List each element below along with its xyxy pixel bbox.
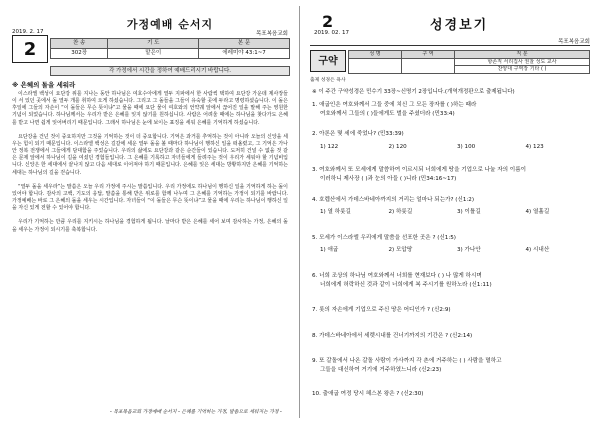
handwritten-signature: - 목포복음교회 가정예배 순서지 - 은혜를 기억하는 가정, 말씀으로 세워지는 가정 - (110, 410, 282, 415)
old-testament-label: 구약 (310, 50, 346, 72)
question-10 (312, 390, 594, 399)
question-text: 10. 출애굽 여정 당시 헤스본 왕은 ? (신2:30) (312, 391, 424, 397)
header-district: 구 역 (402, 51, 455, 59)
issue-number: 2 (12, 35, 48, 63)
header-scripture: 본 문 (199, 39, 290, 49)
answer-option[interactable]: 4) 열흘길 (525, 208, 550, 215)
answer-option[interactable]: 3) 가나안 (457, 246, 481, 253)
answer-option[interactable]: 3) 이틀길 (457, 208, 481, 215)
question-text: 4. 호렙산에서 가데스바네아까지의 거리는 얼마나 되는가? (신1:2) (312, 197, 475, 203)
participant-info-table (348, 50, 590, 74)
question-4 (312, 196, 594, 216)
header-position: 직 분 (455, 51, 590, 59)
answer-option[interactable]: 2) 120 (388, 143, 407, 150)
bible-quiz-column (300, 0, 600, 424)
question-6 (312, 272, 594, 289)
answer-options (312, 143, 594, 152)
question-8 (312, 332, 594, 341)
sermon-paragraph: 요단강을 건넌 것이 중요하지만 그것을 기억하는 것이 더 중요합니다. 기억은 과거를 추억하는 것이 아니라 오늘의 신앙을 세우는 힘이 되기 때문입니다. 이스라엘 백성은 길갈에 세운 열두 돌을 볼 때마다 하나님이 행하신 일을 떠올렸고, 그 기억은 가나안 정복 전쟁에서 그들에게 담대함을 주었습니다. 우리의 삶에도 요단강과 같은 순간들이 있습니다. 도저히 건널 수 없을 것 같은 문제 앞에서 하나님이 길을 여셨던 경험들입니다. 그 은혜를 기록하고 자녀들에게 들려주는 것이 우리가 세워야 할 기념비입니다. 신앙은 한 세대에서 끝나지 않고 다음 세대로 이어져야 하기 때문입니다. 은혜를 잊은 세대는 방황하지만 은혜를 기억하는 세대는 하나님의 길을 걷습니다. (12, 133, 288, 176)
question-9 (312, 357, 594, 374)
answer-option[interactable]: 3) 100 (457, 143, 476, 150)
answer-option[interactable]: 2) 하룻길 (388, 208, 413, 215)
answer-option[interactable]: 2) 모압땅 (388, 246, 413, 253)
worship-date: 2019. 2. 17 (12, 29, 44, 35)
answer-option[interactable]: 4) 시내산 (525, 246, 550, 253)
quiz-church-name: 목포복음교회 (558, 39, 590, 45)
answer-options (312, 246, 594, 255)
quiz-title: 성경보기 (430, 18, 489, 33)
answer-option[interactable]: 4) 123 (525, 143, 544, 150)
quiz-intro: ※ 이 주간 구약성경은 민수기 33장~신명기 2장입니다.(개역개정판으로 출제됩니다) (312, 89, 515, 95)
quiz-date: 2019. 02. 17 (314, 30, 349, 36)
hymn-number: 302장 (51, 49, 108, 59)
question-1 (312, 101, 594, 118)
answer-option[interactable]: 1) 열 하룻길 (320, 208, 351, 215)
worship-note: 각 가정에서 시간을 정하여 예배드리시기 바랍니다. (50, 66, 290, 76)
district-field[interactable] (402, 58, 455, 73)
quiz-sublabel: 출제 성경은 욕사 (310, 78, 346, 83)
answer-option[interactable]: 1) 122 (320, 143, 339, 150)
position-options[interactable]: 항존직 서리집사 권찰 성도 교사 (455, 58, 590, 66)
worship-order-table (50, 38, 290, 59)
question-text: 9. 또 갈돌에서 나온 갈돌 사람이 가사까지 각 촌에 거주하는 ( ) 사람을 멸하고 (312, 358, 502, 364)
page-title: 가정예배 순서지 (126, 18, 214, 31)
question-text: 2. 아론은 몇 세에 죽었나? (민33:39) (312, 131, 404, 137)
position-options-extra[interactable]: 찬양대 구역장 기타 ( ) (455, 66, 590, 74)
question-text: 7. 롯의 자손에게 기업으로 주신 땅은 어디인가 ? (신2:9) (312, 307, 451, 313)
header-hymn: 찬 송 (51, 39, 108, 49)
question-text-continued: 이러하니 제사장 ( )과 눈의 아들 ( )니라 (민34:16~17) (320, 175, 457, 182)
sermon-paragraph: 우리가 기억하는 만큼 우리를 지키시는 하나님을 경험하게 됩니다. 날마다 받은 은혜를 세어 보며 감사하는 가정, 은혜의 돌을 세우는 가정이 되시기를 축복합니다. (12, 219, 288, 233)
question-text-continued: 여호와께서 그들의 ( )들에게도 벌을 주셨더라 (민33:4) (320, 110, 455, 117)
header-rule (310, 45, 590, 46)
question-text-continued: 그들을 대신하여 거기에 거주하였느니라 (신2:23) (320, 366, 442, 373)
question-7 (312, 306, 594, 315)
scripture-reference: 에레미야 43:1~7 (199, 49, 290, 59)
question-3 (312, 166, 594, 183)
sermon-body (12, 91, 288, 241)
question-text: 3. 여호와께서 또 모세에게 말씀하여 이르시되 너희에게 땅을 기업으로 나눌 자의 이름이 (312, 167, 527, 173)
header-name: 성 명 (349, 51, 402, 59)
answer-options (312, 208, 594, 217)
sermon-paragraph: 이스라엘 백성이 요단강 위를 지나는 동안 하나님은 여호수아에게 열두 지파에서 한 사람씩 택하여 요단강 가운데 제사장들이 서 있던 곳에서 돌 열두 개를 취하여 오게 하셨습니다. 그리고 그 돌들을 그들이 유숙할 곳에 두라고 명령하셨습니다. 이 돌은 후일에 그들의 자손이 “이 돌들은 무슨 뜻이냐”고 물을 때에 요단 물이 여호와의 언약궤 앞에서 끊어진 일을 말해 주는 영원한 기념이 되었습니다. 하나님께서는 우리가 받은 은혜를 잊지 않기를 원하십니다. 사람은 어려울 때에는 하나님을 찾다가도 은혜를 받고 나면 쉽게 잊어버리기 때문입니다. 그래서 하나님은 눈에 보이는 표징을 세워 은혜를 기억하게 하셨습니다. (12, 91, 288, 126)
question-text: 6. 너희 조상의 하나님 여호와께서 너희를 현재보다 ( ) 나 많게 하시며 (312, 273, 482, 279)
answer-option[interactable]: 1) 애굽 (320, 246, 339, 253)
prayer-leader: 맡은이 (108, 49, 199, 59)
quiz-number: 2 (322, 12, 334, 31)
question-5 (312, 234, 594, 254)
header-prayer: 기 도 (108, 39, 199, 49)
question-text-continued: 너희에게 허락하신 것과 같이 너희에게 복 주시기를 원하노라 (신1:11) (320, 281, 492, 288)
question-2 (312, 130, 594, 151)
question-text: 8. 가데스바네아에서 세렛시내를 건너기까지의 기간은 ? (신2:14) (312, 333, 473, 339)
sermon-paragraph: “열두 돌을 세우라”는 말씀은 오늘 우리 가정에 주시는 말씀입니다. 우리 가정에도 하나님이 행하신 일을 기억하게 하는 돌이 있어야 합니다. 감사의 고백, 기도의 응답, 말씀을 통해 받은 위로를 함께 나누며 그 은혜를 기억하는 가정이 되기를 바랍니다. 가정예배는 바로 그 은혜의 돌을 세우는 시간입니다. 자녀들이 “이 돌들은 무슨 뜻이냐”고 물을 때에 우리는 하나님이 행하신 일을 자신 있게 전할 수 있어야 합니다. (12, 183, 288, 212)
question-text: 5. 모세가 이스라엘 우리에게 말씀을 선포한 곳은 ? (신1:5) (312, 235, 456, 241)
church-name: 목포복음교회 (256, 31, 288, 37)
sermon-heading: ※ 은혜의 돌을 세워라 (12, 81, 76, 89)
question-text: 1. 애굽인은 여호와께서 그들 중에 치신 그 모든 장자를 ( )하는 때라 (312, 102, 477, 108)
name-field[interactable] (349, 58, 402, 73)
